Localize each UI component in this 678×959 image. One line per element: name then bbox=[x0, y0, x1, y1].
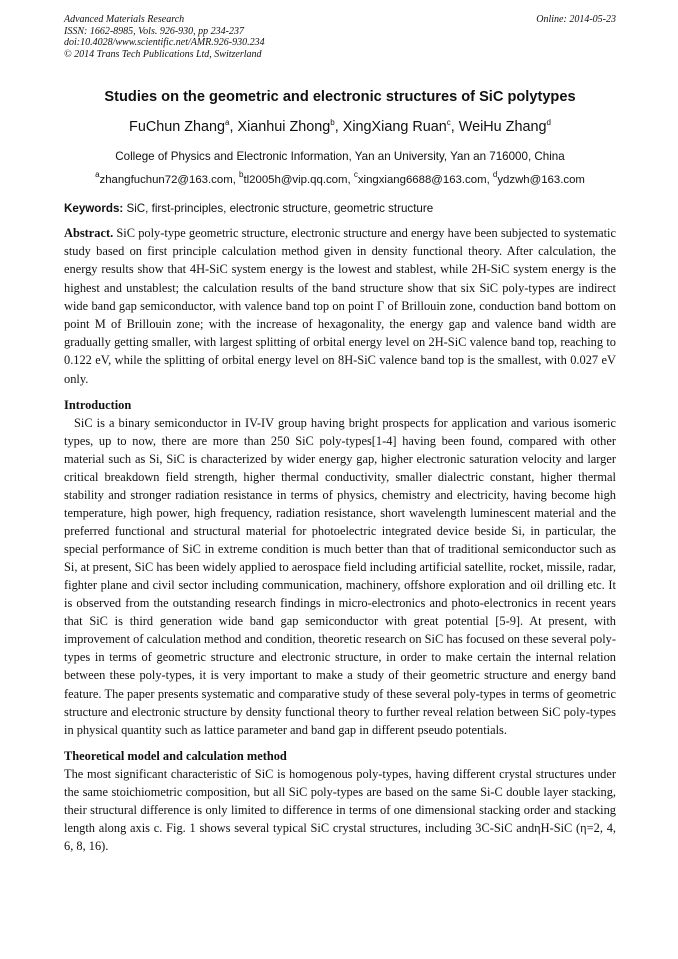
keywords bbox=[64, 202, 616, 215]
email-address[interactable]: tl2005h@vip.qq.com bbox=[243, 174, 348, 186]
theory-text: The most significant characteristic of SiC is homogenous poly-types, having different crystal structures under the same stoichiometric composition, but all SiC poly-types are based on the same Si-C double layer stacking, their structural difference is only limited to difference in terms of one dimensional stacking order and stacking length along axis c. Fig. 1 shows several typical SiC crystal structures, including 3C-SiC andηH-SiC (η=2, 4, 6, 8, 16). bbox=[64, 766, 616, 853]
author-separator: , bbox=[334, 119, 343, 135]
email-address[interactable]: xingxiang6688@163.com bbox=[357, 174, 487, 186]
issn-line: ISSN: 1662-8985, Vols. 926-930, pp 234-237 bbox=[64, 25, 244, 37]
author-affil-mark: c bbox=[446, 118, 451, 127]
author-affil-mark: d bbox=[546, 118, 551, 127]
author-name: WeiHu Zhang bbox=[458, 119, 547, 135]
affiliation: College of Physics and Electronic Information, Yan an University, Yan an 716000, China bbox=[115, 150, 565, 163]
email-separator: , bbox=[347, 174, 354, 186]
author-separator: , bbox=[450, 119, 459, 135]
copyright-line: © 2014 Trans Tech Publications Ltd, Switzerland bbox=[64, 48, 262, 60]
author-affil-mark: b bbox=[330, 118, 335, 127]
theory-heading: Theoretical model and calculation method bbox=[64, 748, 287, 763]
paper-page bbox=[64, 14, 616, 855]
abstract bbox=[64, 224, 616, 388]
keywords-text: SiC, first-principles, electronic structure, geometric structure bbox=[123, 202, 434, 215]
abstract-text: SiC poly-type geometric structure, electronic structure and energy have been subjected to systematic study based on first principle calculation method given in density functional theory. After calculation, the energy results show that 4H-SiC system energy is the lowest and stablest, while 2H-SiC system energy is the highest and unstablest; the calculation results of the band structure show that six SiC poly-types are indirect wide band gap semiconductor, with valence band top on point Γ of Brillouin zone, conduction band bottom on point M of Brillouin zone; with the increase of hexagonality, the energy gap and valence band width are gradually getting smaller, with largest splitting of orbital energy level on 2H-SiC valence band top, reaching to 0.122 eV, while the splitting of orbital energy level on 8H-SiC valence band top is the smallest, with 0.027 eV only. bbox=[64, 226, 616, 386]
author-separator: , bbox=[229, 119, 238, 135]
running-header bbox=[64, 14, 616, 60]
author-name: FuChun Zhang bbox=[129, 119, 226, 135]
introduction-text: SiC is a binary semiconductor in IV-IV group having bright prospects for application and various isomeric types, up to now, there are more than 250 SiC poly-types[1-4] having been found, compared with other material such as Si, SiC is characterized by wider energy gap, higher electronic saturation velocity and larger critical breakdown field strength, higher thermal conductivity, smaller dialectric constant, higher thermal stability and stronger radiation resistance in terms of physics, chemistry and electricity, having become high temperature, high power, high frequency, radiation resistance, short wavelength luminescent material and the preferred functional and structural material for photoelectric integrated device beside Si, in particular, the special performance of SiC in extreme condition is much better than that of traditional semiconductor such as Si, at present, SiC has been widely applied to aerospace field including artificial satellite, rocket, missile, radar, fighter plane and civil sector including communication, machinery, offshore exploration and oil drilling etc. It is observed from the outstanding research findings in micro-electronics and photo-electronics in recent years that SiC is third generation wide band gap semiconductor with great potential [5-9]. At present, with improvement of calculation method and condition, theoretic research on SiC has focused on these several poly-types in terms of geometric structure and electronic structure, in order to make certain the internal relation between these poly-types, it is very important to make a study of their geometric structure and energy band feature. The paper presents systematic and comparative study of these several poly-types in terms of geometric structure and electronic structure by density functional theory to further reveal relation between SiC poly-types in physical quantity such as lattice parameter and band gap in different pseudo potentials. bbox=[64, 415, 616, 737]
keywords-label: Keywords: bbox=[64, 202, 124, 215]
author-affil-mark: a bbox=[225, 118, 230, 127]
email-address[interactable]: ydzwh@163.com bbox=[497, 174, 585, 186]
email-mark: c bbox=[353, 170, 358, 179]
email-separator: , bbox=[232, 174, 240, 186]
paper-title: Studies on the geometric and electronic structures of SiC polytypes bbox=[104, 89, 576, 105]
author-name: XingXiang Ruan bbox=[342, 119, 447, 135]
email-list bbox=[64, 170, 616, 186]
email-mark: d bbox=[492, 170, 498, 179]
online-date: Online: 2014-05-23 bbox=[536, 14, 616, 25]
author-name: Xianhui Zhong bbox=[237, 119, 331, 135]
email-mark: b bbox=[239, 170, 244, 179]
email-address[interactable]: zhangfuchun72@163.com bbox=[99, 174, 233, 186]
author-list bbox=[64, 119, 616, 135]
journal-name: Advanced Materials Research bbox=[64, 14, 185, 25]
abstract-label: Abstract. bbox=[64, 226, 114, 240]
publication-info bbox=[64, 14, 265, 60]
introduction-heading: Introduction bbox=[64, 397, 132, 412]
email-separator: , bbox=[486, 174, 493, 186]
doi-line: doi:10.4028/www.scientific.net/AMR.926-930.234 bbox=[64, 37, 265, 48]
email-mark: a bbox=[95, 170, 100, 179]
